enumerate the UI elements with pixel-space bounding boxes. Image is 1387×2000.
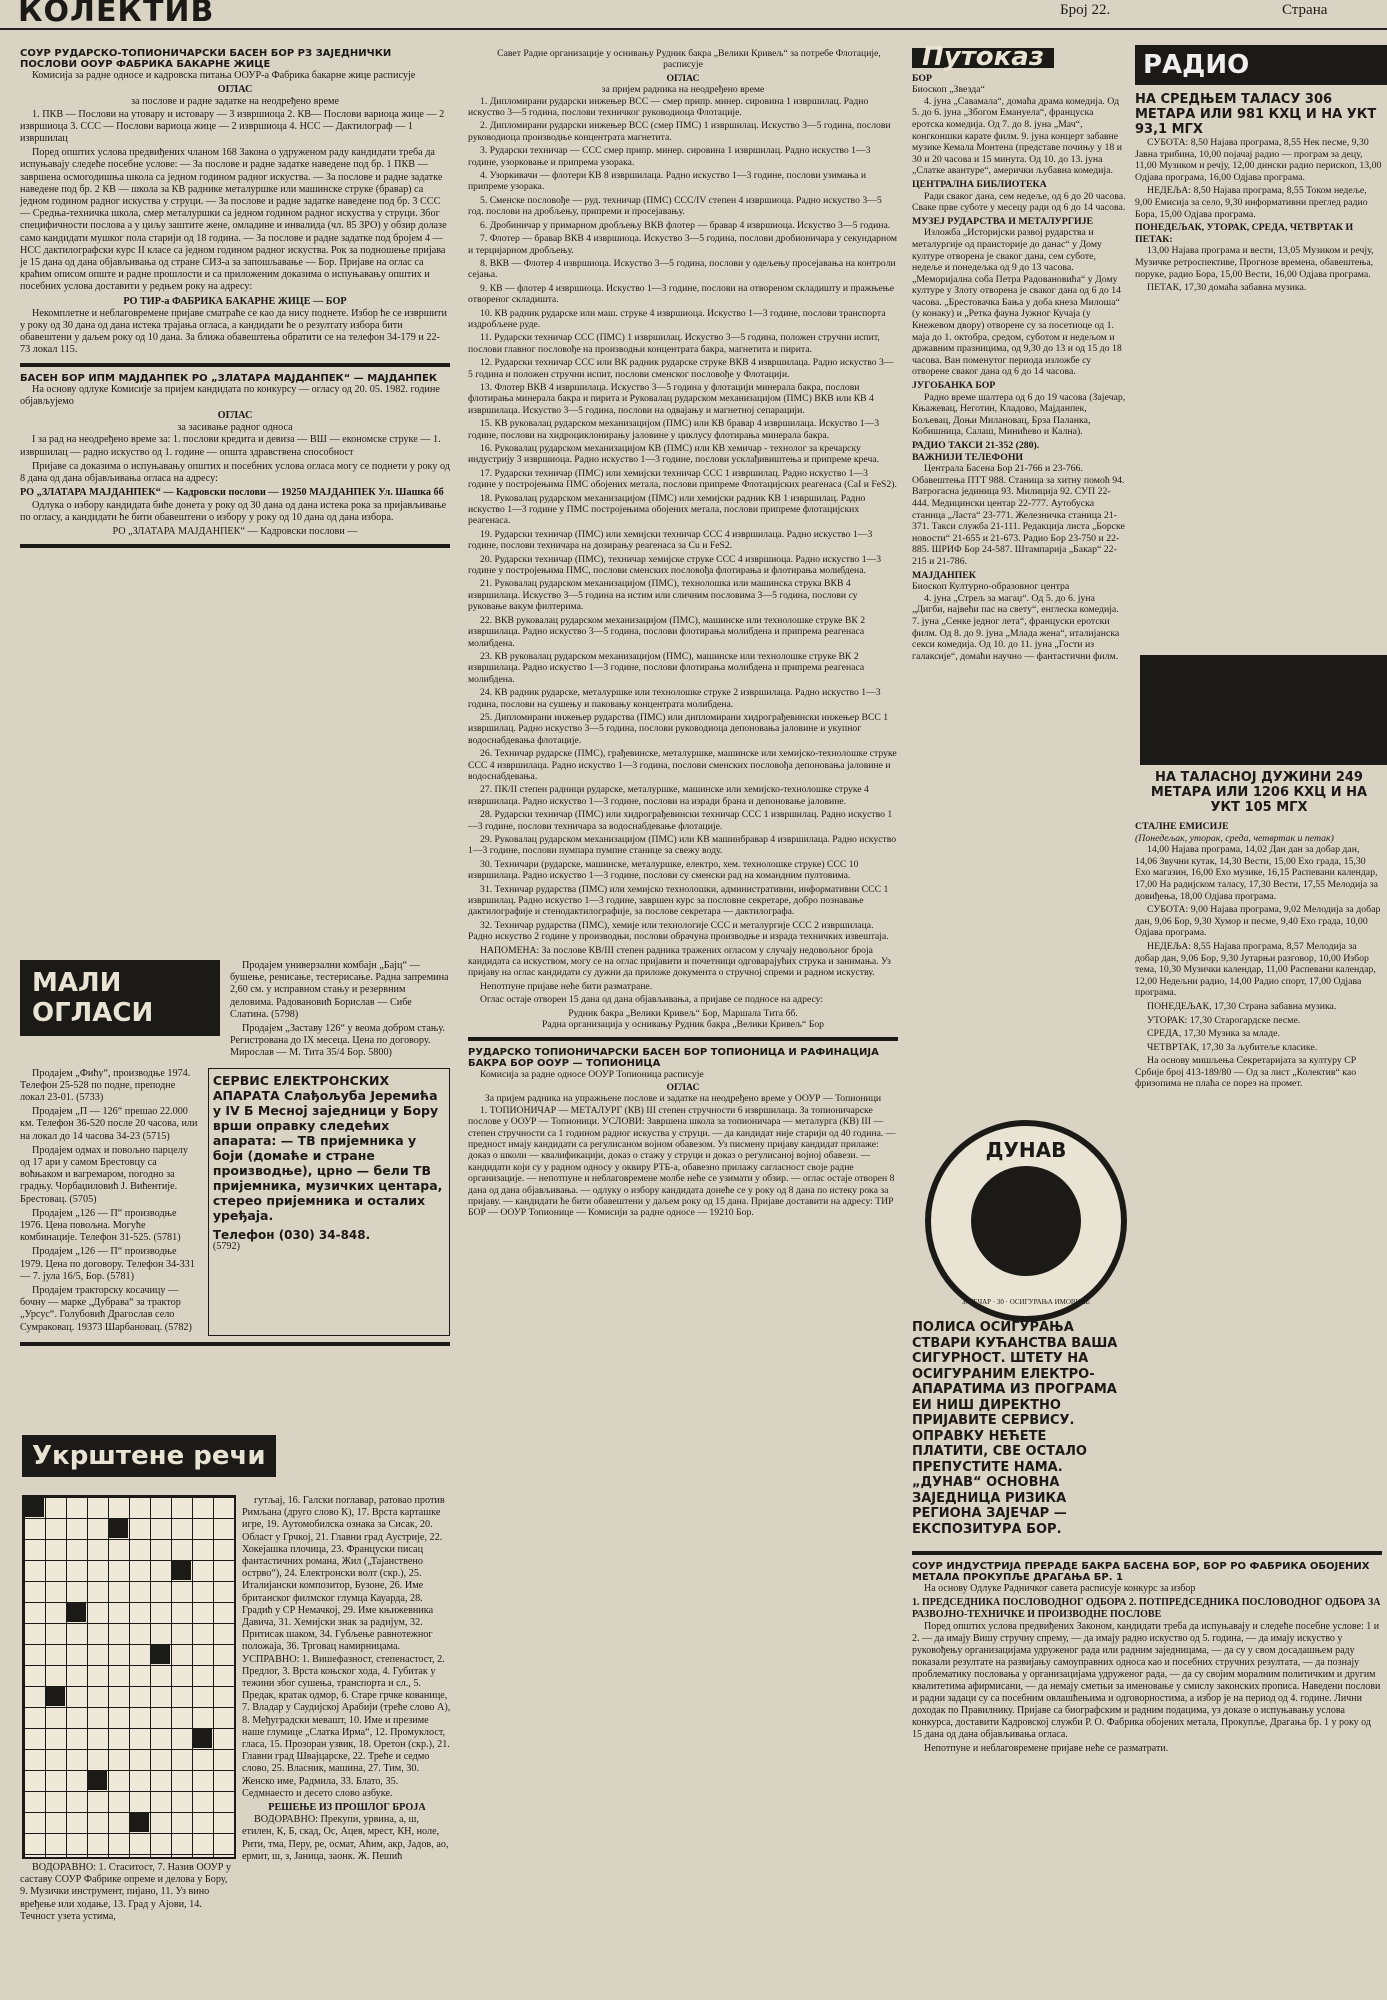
job-item: 29. Руковалац рударском механизацијом (ПМС) или КВ машинбравар 4 извршилаца. Радно искуство 1—3 године, послови пумпара пумпне станице за свежу воду.: [468, 834, 897, 857]
ad-subtitle: за пријем радника на неодређено време: [601, 84, 765, 96]
solution-title: РЕШЕЊЕ ИЗ ПРОШЛОГ БРОЈА: [268, 1802, 426, 1814]
permanent-shows-days: (Понедељак, уторак, среда, четвртак и петак): [1135, 832, 1334, 844]
emblem-ring-text: ЗАЈЕЧАР · 30 · ОСИГУРАЊА ИМОВИНЕ: [962, 1298, 1090, 1306]
service-ad: СЕРВИС ЕЛЕКТРОНСКИХ АПАРАТА Слађољуба Јеремића у IV Б Месној заједници у Бору врши оправку следећих апарата: — ТВ пријемника у боји (домаће и стране производње), црно — бели ТВ пријемника, музичких центара, стерео пријемника и осталих уређаја.: [212, 1072, 443, 1223]
job-item: 26. Техничар рударске (ПМС), грађевинске, металуршке, машинске или хемијско-технолошке струке ССС 4 извршилаца. Радно искуство 1—3 година, послови сменских пословођа депоновања јаловине и водоснабдевања.: [468, 748, 897, 782]
radio2-tuesday: УТОРАК: 17,30 Старогардске песме.: [1147, 1014, 1301, 1026]
taxi-info: РАДИО ТАКСИ 21-352 (280).: [912, 440, 1040, 451]
job-item: 4. Узоркивачи — флотери КВ 8 извршилаца. Радно искуство 1—3 године, послови узимања и припреме узорака.: [468, 170, 867, 193]
permanent-shows: 14,00 Најава програма, 14,02 Дан дан за добар дан, 14,06 Звучни кутак, 14,30 Вести, 15,00 Ехо града, 15,30 Ехо магазин, 16,00 Ехо музике, 16,15 Распевани календар, 17,00 На радијском таласу, 17,30 Вести, 17,55 Мелодија за довиђења, 18,00 Одјава програма.: [1135, 844, 1378, 902]
ad-signature: Радна организација у оснивању Рудник бакра „Велики Кривељ“ Бор: [541, 1019, 825, 1031]
library-hours: Ради сваког дана, сем недеље, од 6 до 20 часова. Сваке прве суботе у месецу ради од 6 до 14 часова.: [912, 190, 1126, 214]
crossword-across: [20, 1862, 235, 1925]
job-item: 2. Дипломирани рударски инжењер ВСС (смер ПМС) 1 извршилац. Искуство 3—5 година, послови руководиоца производње концентрата магнетита.: [468, 120, 891, 143]
insurance-emblem: [925, 1120, 1127, 1322]
service-phone: Телефон (030) 34-848.: [212, 1227, 371, 1242]
ad1-body: Поред општих услова предвиђених чланом 168 Закона о удруженом раду кандидати треба да испуњавају следеће посебне услове: — За послове и радне задатке наведене под бр. 1 ПКВ — завршена осмогодишња школа са једном годином радног искуства. — За послове и радне задатке наведене под бр. 2 КВ — школа за КВ раднике металуршке или машинске струке (бравар) са једном годином радног искуства у струци. — За послове и радне задатке наведене под бр. 3 ССС — Средња-техничка школа, смер металуршки са једном годином радног искуства у струци. Због специфичности послова а у циљу заштите жене, омладине и инвалида (чл. 85 ЗРО) у обзир долазе само кандидати мушког пола старији од 18 година. — За послове и радне задатке под бројем 4 — НСС дактилографски курс II класе са једном годином радног искуства. Рок за подношење пријава је 15 дана од дана објављивања од стране СИЗ-а за запошљавање — Бор. Пријаве на оглас са краћим описом опште и радне прошлости и са приложеним доказима о испуњавању општих и посебних услова доставити у редњем року на адресу:: [20, 147, 447, 293]
radio2-wednesday: СРЕДА, 17,30 Музика за младе.: [1147, 1028, 1280, 1040]
job-item: 16. Руковалац рударском механизацијом КВ (ПМС) или КВ хемичар - технолог за кречарску индустрију 3 извршиоца. Радно искуство 1—3 године, послови усклађивиштења и припреме креча.: [468, 443, 880, 466]
job-item: 8. ВКВ — Флотер 4 извршиоца. Искуство 3—5 година, послови у одељењу просејавања на контроли сејања.: [468, 257, 896, 281]
column-3: [912, 42, 1127, 664]
job-item: 6. Дробиничар у примарном дробљењу ВКВ флотер — бравар 4 извршиоца. Искуство 3—5 година.: [480, 219, 891, 231]
crossword-block: [192, 1728, 212, 1748]
ad1-address: РО ТИР-а ФАБРИКА БАКАРНЕ ЖИЦЕ — БОР: [123, 295, 347, 307]
job-item: 20. Рударски техничар (ПМС), техничар хемијске струке ССС 4 извршиоцa. Радно искуство 1—3 године у постројењима ПМС, послови сменских пословођа флотирања и флотирања молибдена.: [468, 553, 882, 577]
ad1-list: 1. ПКВ — Послови на утовару и истовару — 3 извршиоца 2. КВ— Послови вариоца жице — 2 извршиоца 3. ССС — Послови вариоца жице — 2 извршиоца 4. НСС — Дактилограф — 1 извршилац: [20, 108, 445, 145]
across-clues: ВОДОРАВНО: 1. Стаситост, 7. Назив ООУР у саставу СОУР Фабрике опреме и делова у Бору, 9. Музички инструмент, пијано, 11. Уз вино вређење или ходање, 13. Град у Ајови, 14. Течност узета устима,: [20, 1862, 232, 1922]
radio-saturday: СУБОТА: 8,50 Најава програма, 8,55 Нек песме, 9,30 Јавна трибина, 10,00 појачај радио — програм за децу, 11,00 Музиком и речју, 12,00 дински радио перископ, 13,00 Одјава програма, 16,00 Одјава програма.: [1135, 137, 1382, 183]
ad3-organization: РУДАРСКО ТОПИОНИЧАРСКИ БАСЕН БОР ТОПИОНИЦА И РАФИНАЦИЈА БАКРА БОР ООУР — ТОПИОНИЦА: [468, 1046, 879, 1069]
radio-friday: ПЕТАК, 17,30 домаћа забавна музика.: [1147, 282, 1307, 294]
ad3-subtitle: За пријем радника на упражњене послове и задатке на неодређено време у ООУР — Топионици: [484, 1093, 882, 1105]
job-item: 12. Рударски техничар ССС или ВК радник рударске струке ВКВ 4 извршилаца. Радно искуство 3—5 година и положен стручни испит, послови сменског пословође у Флотацији.: [468, 357, 894, 380]
page-header: [0, 0, 1387, 30]
divider: [20, 1342, 450, 1346]
radio2-monday: ПОНЕДЕЉАК, 17,30 Страна забавна музика.: [1147, 1000, 1337, 1012]
ad1-title: ОГЛАС: [217, 84, 253, 96]
phones-title: ВАЖНИЈИ ТЕЛЕФОНИ: [912, 451, 1024, 463]
ad-intro: Савет Радне организације у оснивању Рудник бакра „Велики Кривељ“ за потребе Флотације, расписује: [497, 48, 881, 71]
ad-title: ОГЛАС: [666, 72, 700, 84]
job-item: 1. Дипломирани рударски инжењер ВСС — смер припр. минер. сировина 1 извршилац. Радно искуство 3—5 година, послови техничког руководиоца Флотације.: [468, 95, 869, 119]
job-item: 15. КВ руковалац рударском механизацијом (ПМС) или КВ бравар 4 извршилаца. Искуство 1—3 године, послови на хидроциклонирању јаловине у циклусу флотирања минерала бакра.: [468, 418, 880, 441]
ad1-intro: Комисија за радне односе и кадровска питања ООУР-а Фабрика бакарне жице расписује: [32, 70, 416, 81]
radio2-thursday: ЧЕТВРТАК, 17,30 За љубитеље класике.: [1147, 1041, 1318, 1053]
ad2-title: ОГЛАС: [217, 410, 253, 422]
ad-note: НАПОМЕНА: За послове КВ/III степен радника тражених огласом у случају недовољног броја кандидата са искуством, могу се на оглас пријавити и почетници одговарајућих струка и занимања. Уз пријаву на оглас кандидати су дужни да приложе документа о стручној спреми и радном искуству.: [468, 944, 891, 979]
page-label: Страна: [1282, 2, 1328, 18]
column-4: [1135, 92, 1383, 296]
column-4b: [1135, 770, 1383, 1092]
classifieds-logo: МАЛИ ОГЛАСИ: [20, 960, 220, 1036]
competition-positions: 1. ПРЕДСЕДНИКА ПОСЛОВОДНОГ ОДБОРА 2. ПОТПРЕДСЕДНИКА ПОСЛОВОДНОГ ОДБОРА ЗА РАЗВОЈНО-ТЕХНИЧКЕ И ПРОИЗВОДНЕ ПОСЛОВЕ: [912, 1597, 1381, 1620]
phones-list: Централа Басена Бор 21-766 и 23-766. Обавештења ПТТ 988. Станица за хитну помоћ 94. Ватрогасна јединица 93. Милиција 92. СУП 22-444. Медицински центар 22-777. Аутобуска станица „Ласта“ 23-771. Железничка станица 21-371. Такси служба 21-111. Редакција листа „Борске новости“ 21-655 и 21-673. Радио Бор 23-750 и 22-885. ШРИФ Бор 24-587. Штампарија „Бакар“ 22-215 и 21-786.: [912, 463, 1125, 567]
ad1-footer: Некомплетне и неблаговремене пријаве сматраће се као да нису поднете. Избор ће се извршити у року од 30 дана од дана истека траjања огласа, а кандидати ће о резултату избора бити обавештени у даљем року од 10 дана. За ближа обавештења обратити се на телефон 34-179 и 22-73 локал 115.: [20, 307, 447, 356]
ad2-address: РО „ЗЛАТАРА МАЈДАНПЕК“ — Кадровски послови — 19250 МАЈДАНПЕК Ул. Шашка бб: [20, 487, 444, 499]
bank-info: Радно време шалтера од 6 до 19 часова (Зајечар, Књажевац, Неготин, Кладово, Мајданпек, Бољевац, Доњи Милановац, Брза Паланка, Кобишница, Салаш, Минићево и Кална).: [912, 391, 1126, 438]
competition-organization: СОУР ИНДУСТРИЈА ПРЕРАДЕ БАКРА БАСЕНА БОР, БОР РО ФАБРИКА ОБОЈЕНИХ МЕТАЛА ПРОКУПЉЕ ДРАГАЊА БР. 1: [912, 1561, 1370, 1583]
majdanpek-cinema: Биоскоп Културно-образовног центра: [912, 581, 1070, 593]
solution-text: ВОДОРАВНО: Прекупи, урвина, а, ш, етилен, К, Б, скад, Ос, Ацев, мрест, КН, ноле, Рити, тма, Перу, ре, осмат, Аћим, акр, Јадов, ао, ермит, ш, з, Јаница, заонк. Ж. Пешић: [242, 1814, 449, 1862]
ad3-body: 1. ТОПИОНИЧАР — МЕТАЛУРГ (КВ) III степен стручности 6 извршилаца. За топионичарске послове у ООУР — Топионици. УСЛОВИ: Завршена школа за топионичара — металурга (КВ) III — степен стручности са 1 годином радног искуства у струци. — да кандидат није старији од 40 година. — предност имају кандидати са регулисаном војном обавезом. Уз писмену пријаву кандидат прилаже: доказ о школи — квалификацији, доказ о стажу у струци и доказ о регулисаној војној обавези. — кандидати који су у радном односу у оквиру РТБ-а, обавезно прилажу сагласност своје радне организације. — непотпуне и неблаговремене молбе неће се узимати у обзир. — оглас остаје отворен 8 дана од дана објављивања. — одлуку о избору кандидата донеће се у року од 8 дана по истеку рока за пријаву. — кандидати ће бити обавештени у даљем року од 15 дана. Пријаве доставити на адресу: ТИР БОР — ООУР Топионице — Комисији за радне односе — 19210 Бор.: [468, 1104, 896, 1219]
radio2-saturday: СУБОТА: 9,00 Најава програма, 9,02 Мелодија за добар дан, 9,06 Бор, 9,30 Хумор и песме, 9,40 Ехо града, 10,00 Одјава програма.: [1135, 904, 1381, 939]
ad2-subtitle: за засивање радног односа: [177, 422, 293, 434]
crossword-block: [87, 1770, 107, 1790]
job-list: [468, 96, 898, 943]
competition-footer: Непотпуне и неблаговремене пријаве неће се разматрати.: [924, 1743, 1169, 1754]
job-item: 5. Сменске пословође — руд. техничар (ПМС) ССС/IV степен 4 извршиоца. Радно искуство 3—5 год. послови на дробљењу, припреми и просејавању.: [468, 194, 882, 218]
divider: [468, 1037, 898, 1041]
classified-item: Продајем универзални комбајн „Бајц“ — бушење, ренисање, тестерисање. Радна запремина 2,60 см. у исправном стању и резервним деловима. Радовановић Борислав — Сибе Слатина. (5798): [230, 960, 449, 1020]
service-code: (5792): [212, 1240, 240, 1252]
job-item: 28. Рударски техничар (ПМС) или хидрограђевински техничар ССС 1 извршилац. Радно искуство 1—3 године, послови техничара за водоснабдевање флотације.: [468, 809, 893, 832]
radio-logo: РАДИО: [1135, 45, 1387, 85]
ad3-title: ОГЛАС: [666, 1081, 700, 1093]
radio2-frequency: НА ТАЛАСНОЈ ДУЖИНИ 249 МЕТАРА ИЛИ 1206 КХЦ И НА УКТ 105 МГХ: [1150, 770, 1368, 815]
ad2-organization: БАСЕН БОР ИПМ МАЈДАНПЕК РО „ЗЛАТАРА МАЈДАНПЕК“ — МАЈДАНПЕК: [20, 372, 438, 384]
ad1-organization: СОУР РУДАРСКО-ТОПИОНИЧАРСКИ БАСЕН БОР РЗ ЗАЈЕДНИЧКИ ПОСЛОВИ ООУР ФАБРИКА БАКАРНЕ ЖИЦЕ: [20, 48, 392, 70]
classified-item: Продајем „126 — П“ производње 1979. Цена по договору. Телефон 34-331 — 7. јула 16/5, Бор. (5781): [20, 1246, 195, 1282]
classified-item: Продајем тракторску косачицу — бочну — марке „Дубрава“ за трактор „Урсус“. Голубовић Драгослав село Сумраковац. 19373 Шарбановац. (5782): [20, 1285, 192, 1333]
classified-item: Продајем „Фићу“, производње 1974. Телефон 25-528 по подне, преподне локал 23-01. (5733): [20, 1067, 191, 1104]
radio-weekdays-title: ПОНЕДЕЉАК, УТОРАК, СРЕДА, ЧЕТВРТАК И ПЕТАК:: [1135, 222, 1354, 245]
newspaper-name: КОЛЕКТИВ: [18, 0, 215, 29]
job-item: 23. КВ руковалац рударском механизацијом (ПМС), машинске или технолошке струке ВК 2 извршилаца. Радно искуство 1—3 године, послови флотирања молибдена и припрема реагенаса молибдена.: [468, 650, 865, 685]
classified-item: Продајем одмах и повољно парцелу од 17 ари у самом Брестовцу са воћњаком и вагремаром, погодно за градњу. Чорбаџиловић Ј. Вићентије. Брестовац. (5705): [20, 1144, 188, 1205]
cinema-program: 4. јуна „Савамала“, домаћа драма комедија. Од 5. до 6. јуна „Збогом Емануела“, француска еротска комедија. Од 7. до 8. јуна „Мач“, конгконшки карате филм. 9. јуна концерт забавне музике Кемала Монтена (представе почињу у 18 и 30 и 20 часова и 15 минута. Од 10. до 13. јуна „Слатке авантуре“, амерички љубавна комедија.: [912, 95, 1122, 177]
job-item: 18. Руковалац рударском механизацијом (ПМС) или хемијски радник КВ 1 извршилац. Радно искуство 1—3 године у ПМС постројењима обојених метала, послови припреме флотацијских реагенаса.: [468, 492, 866, 527]
crossword-block: [45, 1686, 65, 1706]
job-item: 27. ПК/II степен радници рударске, металуршке, машинске или хемијско-технолошке струке 4 извршилаца. Радно искуство 1—3 године, послови на изради брана и депоновање јаловине.: [468, 784, 869, 807]
ad2-footer: Одлука о избору кандидата биће донета у року од 30 дана од дана истека рока за пријављивање по огласу, а кандидати ће бити обавештени о избору у року од 10 дана од дана избора.: [20, 499, 447, 523]
job-item: 13. Флотер ВКВ 4 извршилаца. Искуство 3—5 година у флотацији минерала бакра, послови флотирања минерала бакра и пирита и Руковалац рударском механизацијом (ПМС) ВКВ или КВ 4 извршилаца. Искуство 3—5 година, послови на одвајању и магнетној сепарацији.: [468, 381, 874, 416]
majdanpek-title: МАЈДАНПЕК: [912, 569, 976, 581]
ad2-body: Пријаве са доказима о испуњавању општих и посебних услова огласа могу се поднети у року од 8 дана од дана објављивања огласа на адресу:: [20, 460, 450, 485]
job-item: 3. Рударски техничар — ССС смер припр. минер. сировина 1 извршилац. Радно искуство 1—3 године, узорковање и припрема узорака.: [468, 145, 871, 168]
museum-info: Изложба „Историјски развој рударства и металургије од праисторије до данас“ у Дому културе отворена је сваког дана, сем суботе, недеље и понедељка од 9 до 13 часова. „Меморијална соба Петра Радовановића“ у Дому културе у Злоту отворена је сваког дана од 6 до 14 часова. „Брестовачка Бања у доба кнеза Милоша“ (у конаку) и „Ретка фауна Јужног Кучаја (у Кнежевом двору) отворене су за посетиоце од 1. маја до 1. октобра, средом, суботом и недељом и државним празницима, од 9,30 до 13 и од 15 до 18 часова. Ван поменутог периода изложбе су отворене сваког дана од 6 до 14 часова.: [912, 227, 1122, 378]
ad-address: Рудник бакра „Велики Кривељ“ Бор, Маршала Тита бб.: [568, 1007, 798, 1019]
insurance-text: ПОЛИСА ОСИГУРАЊА СТВАРИ КУЋАНСТВА ВАША СИГУРНОСТ. ШТЕТУ НА ОСИГУРАНИМ ЕЛЕКТРО-АПАРАТИМА ИЗ ПРОГРАМА ЕИ НИШ ДИРЕКТНО ПРИЈАВИТЕ СЕРВИСУ. ОПРАВКУ НЕЋЕТЕ ПЛАТИТИ, СВЕ ОСТАЛО ПРЕПУСТИТЕ НАМА. „ДУНАВ“ ОСНОВНА ЗАЈЕДНИЦА РИЗИКА РЕГИОНА ЗАЈЕЧАР — ЕКСПОЗИТУРА БОР.: [912, 1320, 1118, 1537]
classified-item: Продајем „126 — П“ производње 1976. Цена повољна. Могуће комбинације. Телефон 31-525. (5781): [20, 1207, 181, 1244]
radio-weekdays: 13,00 Најава програма и вести, 13,05 Музиком и речју, Музичке ретроспективе, Прогнозе времена, обавештења, порукe, радио Бора, 15,00 Вести, 16,00 Одјава програма.: [1135, 245, 1374, 280]
job-item: 11. Рударски техничар ССС (ПМС) 1 извршилац. Искуство 3—5 година, положен стручни испит, послови главног пословође на производњи концентрата бакра, магнетита и пирита.: [468, 332, 880, 355]
crossword-block: [171, 1560, 191, 1580]
crossword-block: [24, 1497, 44, 1517]
column-2: [468, 48, 898, 1221]
insurance-ad: [912, 1320, 1127, 1537]
emblem-center: [971, 1166, 1081, 1276]
ad2-list: I за рад на неодређено време за: 1. послови кредита и девиза — ВШ — економске струке — 1. извршилац — радно искуство од 1. године — општа здравствена способност: [20, 434, 441, 458]
ad-open: Оглас остаје отворен 15 дана од дана објављивања, а пријаве се подносе на адресу:: [480, 994, 824, 1006]
guide-logo: Путоказ: [912, 48, 1054, 68]
classifieds-section: [20, 960, 450, 1352]
competition-intro: На основу Одлуке Радничког савета расписује конкурс за избор: [924, 1583, 1196, 1594]
ad2-intro: На основу одлуке Комисије за пријем кандидата по конкурсу — огласу од 20. 05. 1982. године објављујемо: [20, 383, 440, 407]
divider: [912, 1551, 1382, 1555]
divider: [20, 544, 450, 548]
insurance-logo-text: ДУНАВ: [985, 1138, 1067, 1162]
crossword-block: [150, 1644, 170, 1664]
job-item: 10. КВ радник рударске или маш. струке 4 извршиоца. Искуство 1—3 године, послови транспорта издробљене руде.: [468, 307, 886, 330]
radio-frequency: НА СРЕДЊЕМ ТАЛАСУ 306 МЕТАРА ИЛИ 981 КХЦ И НА УКТ 93,1 МГХ: [1135, 92, 1377, 137]
crossword-clues-text: гутљај, 16. Галски поглавар, ратовао против Римљана (друго слово К), 17. Врста карташке игре, 19. Аутомобилска ознака за Сисак, 20. Област у Грчкој, 21. Главни град Аустрије, 22. Хокејашка плочица, 23. Француски писац фантастичних романа, Жил („Тајанствено острво“), 24. Електронски волт (скр.), 25. Италијански композитор, Бузоне, 26. Име британског филмског глумца Кауарда, 28. Градић у СР Немачкој, 29. Име књижевника Давича, 31. Хемијски знак за радијум, 32. Притисак шаком, 34. Губљење равнотежног положаја, 36. Трговац намирницама. УСПРАВНО: 1. Вишефазност, степенастост, 2. Предлог, 3. Врста коњског хода, 4. Губитак у тежини због сушења, транспорта и сл., 5. Предак, кратак одмор, 6. Старе грчке кованице, 7. Владар у Саудијској Арабији (треће слово А), 8. Међуградски мевашт, 10. Име и презиме наше глумице „Слатка Ирма“, 12. Промуклост, гласа, 15. Прозоран узвик, 18. Оретон (скр.), 21. Главни град Швајцарске, 22. Треће и седмо слово, 25. Власник, машина, 27. Тим, 30. Женско име, Радмила, 33. Блато, 35. Седмнаесто и десето слово азбуке.: [242, 1495, 451, 1799]
job-item: 19. Рударски техничар (ПМС) или хемијски техничар ССС 4 извршилаца. Радно искуство 1—3 године, послови техничара на дозирању реагенаса за Cu и FeS2.: [468, 528, 873, 552]
job-item: 31. Техничар рударства (ПМС) или хемијско технолошки, административни, информативни ССС 1 извршилац. Радно искуство 1—3 године, завршен курс за пословне секретаре, добро познавање дактилографије и стенодактилографије, за послове секретара — дактилографа.: [468, 883, 889, 918]
job-item: 32. Техничар рударства (ПМС), хемије или технологије ССС и металургије ССС 2 извршилаца. Радно искуство 2 године у производњи, послови обрачуна производње и израда техничких извештаја.: [468, 919, 889, 943]
divider: [20, 363, 450, 367]
permanent-shows-title: СТАЛНЕ ЕМИСИЈЕ: [1135, 821, 1229, 832]
crossword-title: Укрштенe речи: [22, 1435, 276, 1477]
crossword-clues: [242, 1495, 452, 1865]
column-1: [20, 48, 450, 554]
ad2-signature: РО „ЗЛАТАРА МАЈДАНПЕК“ — Кадровски послови —: [112, 525, 358, 537]
issue-number: Број 22.: [1060, 2, 1111, 18]
competition-body: Поред општих услова предвиђених Законом, кандидати треба да испуњавају и следеће посебне услове: 1 и 2. — да имају Вишу стручну спрему, — да имају радно искуство од 5. година, — да имају искуство у руковођењу организацијама удруженог рада или радним заједницама, — да су у свом досадашњем раду показали резултате на развијању самоуправних односа као и посебних стручних резултата, — да познају проблематику пословања у организацијама удруженог рада, — да су својим моралним политичким и другим квалитетима афирмисани, — да немају сметњи за именовање у смислу законских прописа. Наведени послови и радни задаци су са посебним овлашћењима и одговорностима, а избор је на период од 4. године. Лични доходак по Правилнику. Пријаве са биографским и радним подацима, уз доказе о испуњавању услова конкурса, доставити Кадровској служби Р. О. Фабрика обојених метала, Прокупље, Драгања бр. 1 у року од 15 дана од дана објављивања огласа.: [912, 1621, 1381, 1740]
crossword-block: [129, 1812, 149, 1832]
museum-title: МУЗЕЈ РУДАРСТВА И МЕТАЛУРГИЈЕ: [912, 215, 1094, 227]
radio2-logo: [1140, 655, 1387, 765]
radio-sunday: НЕДЕЉА: 8,50 Најава програма, 8,55 Током недеље, 9,00 Емисија за село, 9,30 информативни преглед радио Бора, 15,00 Одјава програма.: [1135, 185, 1368, 220]
crossword-block: [108, 1518, 128, 1538]
crossword-block: [66, 1602, 86, 1622]
crossword-grid: [22, 1495, 236, 1859]
cinema-name: Биоскоп „Звезда“: [912, 84, 985, 96]
ad3-intro: Комисија за радне односе ООУР Топионица расписује: [480, 1068, 704, 1080]
job-item: 21. Руковалац рударском механизацијом (ПМС), технолошка или машинска струка ВКВ 4 извршилаца. Искуство 3—5 година на истим или сличним пословима 3—5 година, послови су руковање вакум филтерима.: [468, 578, 858, 613]
library-title: ЦЕНТРАЛНА БИБЛИОТЕКА: [912, 178, 1047, 190]
bor-title: БОР: [912, 72, 933, 84]
radio2-sunday: НЕДЕЉА: 8,55 Најава програма, 8,57 Мелодија за добар дан, 9,06 Бор, 9,30 Јутарњи разговор, 10,00 Избор тема, 10,30 Музички календар, 11,00 Распевани календар, 12,00 Недељни радио, 14,00 Радио спорт, 17,00 Одјава програма.: [1135, 940, 1376, 999]
job-item: 9. КВ — флотер 4 извршиоца. Искуство 1—3 године, послови на отвореном складишту и пражњење отвореног складишта.: [468, 282, 895, 306]
classified-item: Продајем „П — 126“ прешао 22.000 км. Телефон 36-520 после 20 часова, или на локал до 14 часова 34-23 (5715): [20, 1106, 198, 1142]
job-item: 25. Дипломирани инжењер рударства (ПМС) или дипломирани хидрограђевински инжењер ВСС 1 извршилац. Радно искуство 3—5 година, послови руководиоца депоновања јаловине и укупног водоснабдевања флотације.: [468, 711, 889, 746]
bank-title: ЈУГОБАНКА БОР: [912, 380, 996, 392]
ad-incomplete: Непотпуне пријаве неће бити разматране.: [480, 980, 653, 992]
competition-ad: [912, 1545, 1382, 1757]
ad1-subtitle: за послове и радне задатке на неодређено време: [131, 96, 339, 108]
classified-item: Продајем „Заставу 126“ у веома добром стању. Регистрована до IX месеца. Цена по договору. Мирослав — М. Тита 35/4 Бор. 5800): [230, 1023, 445, 1059]
tax-note: На основу мишљења Секретаријата за културу СР Србије број 413-189/80 — Од за лист „Колектив“ као фризопима не плаћа се порез на промет.: [1135, 1055, 1357, 1090]
job-item: 7. Флотер — бравар ВКВ 4 извршиоца. Искуство 3—5 година, послови дробионичара у секундарном и терцијарном дробљењу.: [468, 233, 898, 256]
job-item: 17. Рударски техничар (ПМС) или хемијски техничар ССС 1 извршилац. Радно искуство 1—3 године у постројењима ПМС обојених метала, послови припреме Флотацијских реагенаса (CaI и FeS2).: [468, 467, 897, 491]
job-item: 24. КВ радник рударске, металуршке или технолошке струке 2 извршилаца. Радно искуство 1—3 година, послови на сушењу и паковању концентрата молибдена.: [468, 687, 881, 710]
majdanpek-program: 4. јуна „Стрељ за магаџ“. Од 5. до 6. јуна „Дигби, највећи пас на свету“, енглеска комедија. 7. јуна „Сенке једног лета“, француски еротски филм. Од 8. до 9. јуна „Млада жена“, италијанска секси комедија. Од 10. до 11. јуна „Гости из галаксије“, домаћи научно — фантастични филм.: [912, 592, 1120, 662]
job-item: 30. Техничари (рударске, машинске, металуршке, електро, хем. технолошке струке) ССС 10 извршилаца. Радно искуство 1—3 године, послови су сменски рад на командним пултовима.: [468, 858, 859, 882]
job-item: 22. ВКВ руковалац рударском механизацијом (ПМС), машинске или технолошке струке ВК 2 извршилаца. Радно искуство 3—5 година, послови флотирања молибдена и припрема реагенаса молибдена.: [468, 614, 866, 649]
